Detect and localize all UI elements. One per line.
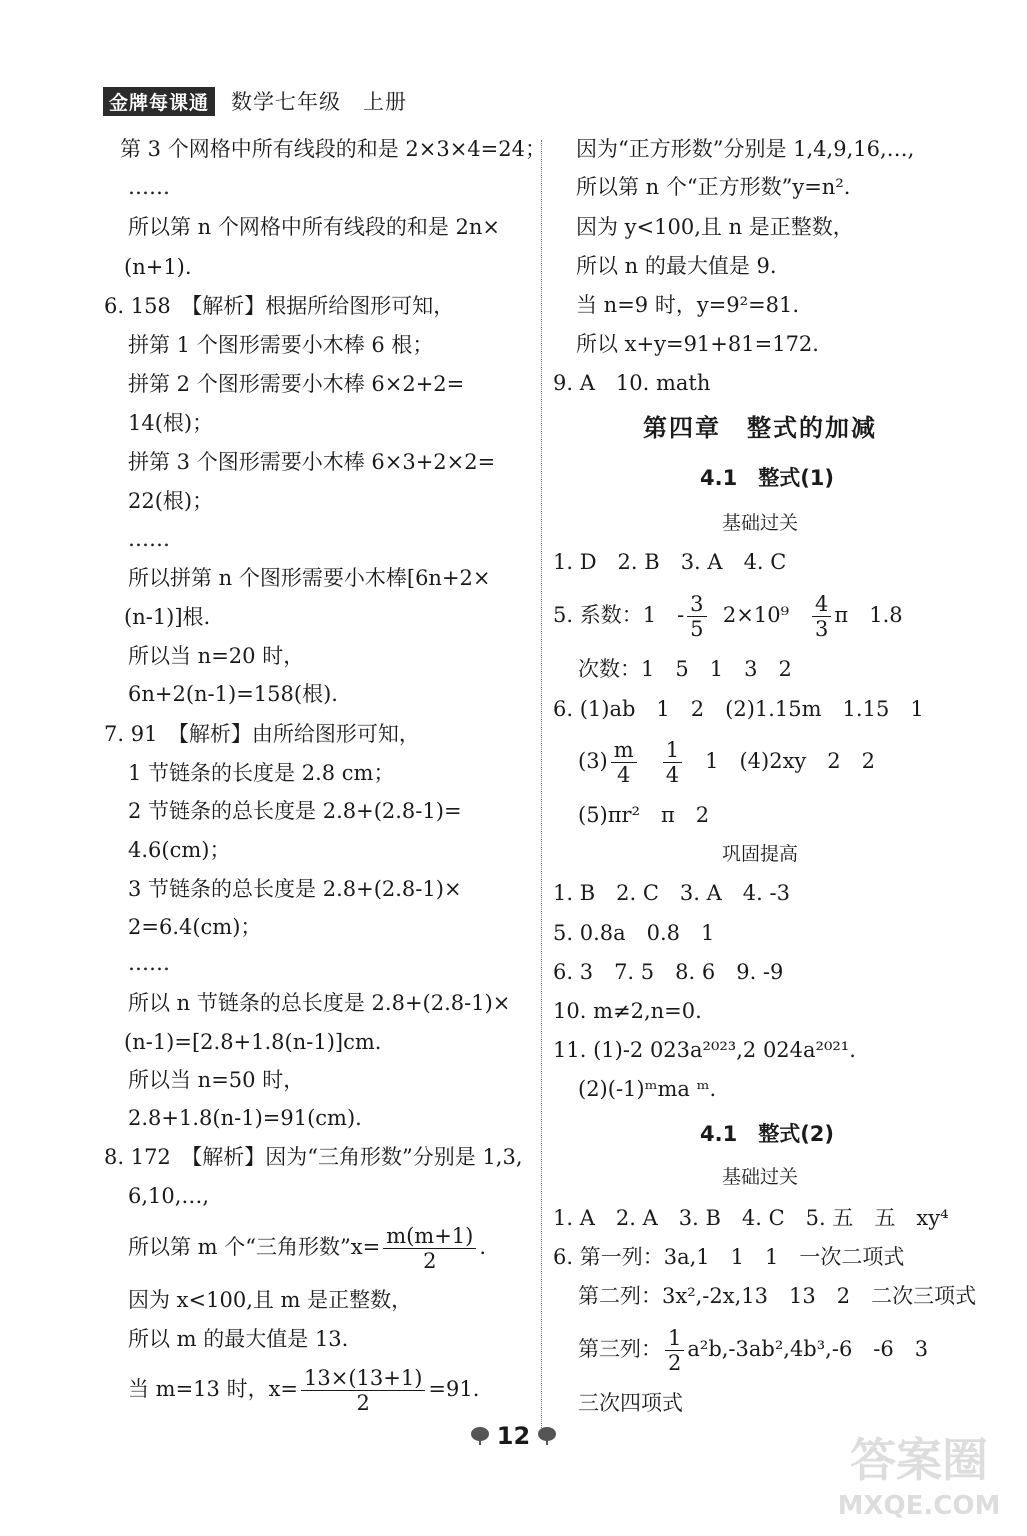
formula-prefix: (3) — [578, 749, 608, 774]
numerator: 1 — [665, 1326, 684, 1351]
numerator: m(m+1) — [383, 1224, 476, 1249]
numerator: m — [611, 738, 637, 763]
answer-line: 5. 0.8a 0.8 1 — [553, 921, 715, 945]
denominator: 2 — [356, 1391, 370, 1416]
answer-line: (2)(-1)ᵐma ᵐ. — [578, 1077, 717, 1101]
numerator: 13×(13+1) — [301, 1366, 425, 1391]
fraction — [611, 738, 637, 787]
answer-line: 第二列：3x²,-2x,13 13 2 二次三项式 — [578, 1284, 977, 1308]
chapter-title: 第四章 整式的加减 — [643, 414, 877, 442]
tree-icon — [469, 1426, 491, 1446]
answer-line: 6,10,…, — [128, 1184, 210, 1208]
fraction — [812, 592, 831, 641]
subsection-title: 巩固提高 — [722, 843, 799, 865]
answer-line-fraction — [578, 738, 875, 787]
ellipsis-line: …… — [128, 175, 170, 199]
fraction — [665, 1326, 684, 1375]
answer-line: 所以 n 节链条的总长度是 2.8+(2.8-1)× — [128, 991, 511, 1015]
book-title: 数学七年级 上册 — [231, 90, 408, 114]
formula-prefix: 当 m=13 时，x= — [128, 1377, 299, 1402]
answer-line: 2 节链条的总长度是 2.8+(2.8-1)= — [128, 799, 462, 823]
subsection-title: 基础过关 — [722, 512, 799, 534]
coefficient-prefix: 5. 系数：1 - — [553, 603, 685, 628]
question-6-answer: 6. 第一列：3a,1 1 1 一次二项式 — [553, 1245, 905, 1269]
answer-line: 22(根)； — [128, 489, 214, 513]
question-7-answer: 7. 91 【解析】由所给图形可知， — [104, 722, 420, 746]
answer-line-fraction — [578, 1326, 928, 1375]
answer-line: 拼第 2 个图形需要小木棒 6×2+2= — [128, 372, 465, 396]
answer-line: 所以第 n 个网格中所有线段的和是 2n× — [128, 215, 501, 239]
answer-line: 14(根)； — [128, 411, 214, 435]
answer-line: 因为 x<100,且 m 是正整数， — [128, 1288, 413, 1312]
answer-line-fraction — [128, 1224, 486, 1273]
answer-line: 4.6(cm)； — [128, 838, 231, 862]
answer-line: 1. D 2. B 3. A 4. C — [553, 550, 787, 574]
coefficient-answer-line — [553, 592, 903, 641]
numerator: 3 — [687, 592, 706, 617]
fraction — [663, 738, 682, 787]
answer-line: 因为 y<100,且 n 是正整数， — [576, 215, 854, 239]
fraction — [383, 1224, 476, 1273]
question-6-answer: 6. 158 【解析】根据所给图形可知， — [104, 294, 455, 318]
formula-prefix: 所以第 m 个“三角形数”x= — [128, 1235, 381, 1260]
formula-suffix: 1 (4)2xy 2 2 — [705, 749, 876, 774]
answer-line: 因为“正方形数”分别是 1,4,9,16,…, — [576, 137, 915, 161]
answer-line: 第 3 个网格中所有线段的和是 2×3×4=24； — [120, 137, 546, 161]
formula-prefix: 第三列： — [578, 1337, 662, 1362]
answer-line: 所以 x+y=91+81=172. — [576, 332, 819, 356]
fraction — [687, 592, 706, 641]
denominator: 2 — [423, 1249, 437, 1274]
column-divider — [541, 140, 542, 1430]
coefficient-suffix: π 1.8 — [834, 603, 903, 628]
answer-line-fraction — [128, 1366, 479, 1415]
answer-line: (n+1). — [124, 255, 192, 279]
answer-line: (n-1)=[2.8+1.8(n-1)]cm. — [124, 1030, 382, 1054]
question-9-10-answers: 9. A 10. math — [553, 371, 711, 395]
page-header — [103, 86, 407, 116]
answer-line: 所以拼第 n 个图形需要小木棒[6n+2× — [128, 566, 491, 590]
ellipsis-line: …… — [128, 527, 170, 551]
answer-line: (5)πr² π 2 — [578, 803, 710, 827]
answer-line: 拼第 1 个图形需要小木棒 6 根； — [128, 333, 434, 357]
answer-line: 2.8+1.8(n-1)=91(cm). — [128, 1106, 362, 1130]
answer-line: 所以 m 的最大值是 13. — [128, 1327, 349, 1351]
watermark-url: MXQE.COM — [837, 1491, 1001, 1521]
numerator: 4 — [812, 592, 831, 617]
question-6-answer: 6. (1)ab 1 2 (2)1.15m 1.15 1 — [553, 697, 924, 721]
coefficient-value: 2×10⁹ — [722, 603, 790, 628]
watermark-text: 答案圈 — [850, 1433, 988, 1487]
answer-line: 6n+2(n-1)=158(根). — [128, 682, 338, 706]
section-title: 4.1 整式(2) — [700, 1122, 835, 1146]
tree-icon — [536, 1426, 558, 1446]
fraction — [301, 1366, 425, 1415]
answer-line: 6. 3 7. 5 8. 6 9. -9 — [553, 960, 784, 984]
answer-line: 2=6.4(cm)； — [128, 915, 262, 939]
answer-line: 三次四项式 — [578, 1391, 683, 1415]
answer-line: 10. m≠2,n=0. — [553, 999, 702, 1023]
formula-suffix: =91. — [428, 1377, 480, 1402]
denominator: 2 — [668, 1351, 682, 1376]
answer-line: 1. A 2. A 3. B 4. C 5. 五 五 xy⁴ — [553, 1206, 949, 1230]
question-8-answer: 8. 172 【解析】因为“三角形数”分别是 1,3, — [104, 1145, 523, 1169]
answer-line: 所以第 n 个“正方形数”y=n². — [576, 175, 851, 199]
answer-line: 所以 n 的最大值是 9. — [576, 254, 777, 278]
denominator: 3 — [815, 617, 829, 642]
degree-answer-line: 次数：1 5 1 3 2 — [578, 657, 792, 681]
answer-line: 拼第 3 个图形需要小木棒 6×3+2×2= — [128, 450, 496, 474]
series-brand-label: 金牌每课通 — [103, 87, 215, 116]
answer-line: 3 节链条的总长度是 2.8+(2.8-1)× — [128, 877, 462, 901]
answer-line: 所以当 n=20 时， — [128, 644, 305, 668]
denominator: 4 — [617, 763, 631, 788]
formula-suffix: . — [479, 1235, 487, 1260]
formula-suffix: a²b,-3ab²,4b³,-6 -6 3 — [687, 1337, 929, 1362]
section-title: 4.1 整式(1) — [700, 466, 835, 490]
page-number: 12 — [496, 1422, 531, 1450]
subsection-title: 基础过关 — [722, 1166, 799, 1188]
denominator: 5 — [690, 617, 704, 642]
site-watermark — [819, 1416, 1019, 1526]
answer-line: 11. (1)-2 023a²⁰²³,2 024a²⁰²¹. — [553, 1038, 856, 1062]
answer-line: 1. B 2. C 3. A 4. -3 — [553, 881, 790, 905]
answer-line: 1 节链条的长度是 2.8 cm； — [128, 761, 395, 785]
answer-line: (n-1)]根. — [124, 605, 211, 629]
denominator: 4 — [665, 763, 680, 788]
numerator: 1 — [663, 738, 682, 763]
answer-line: 所以当 n=50 时， — [128, 1068, 305, 1092]
answer-line: 当 n=9 时，y=9²=81. — [576, 293, 800, 317]
ellipsis-line: …… — [128, 951, 170, 975]
